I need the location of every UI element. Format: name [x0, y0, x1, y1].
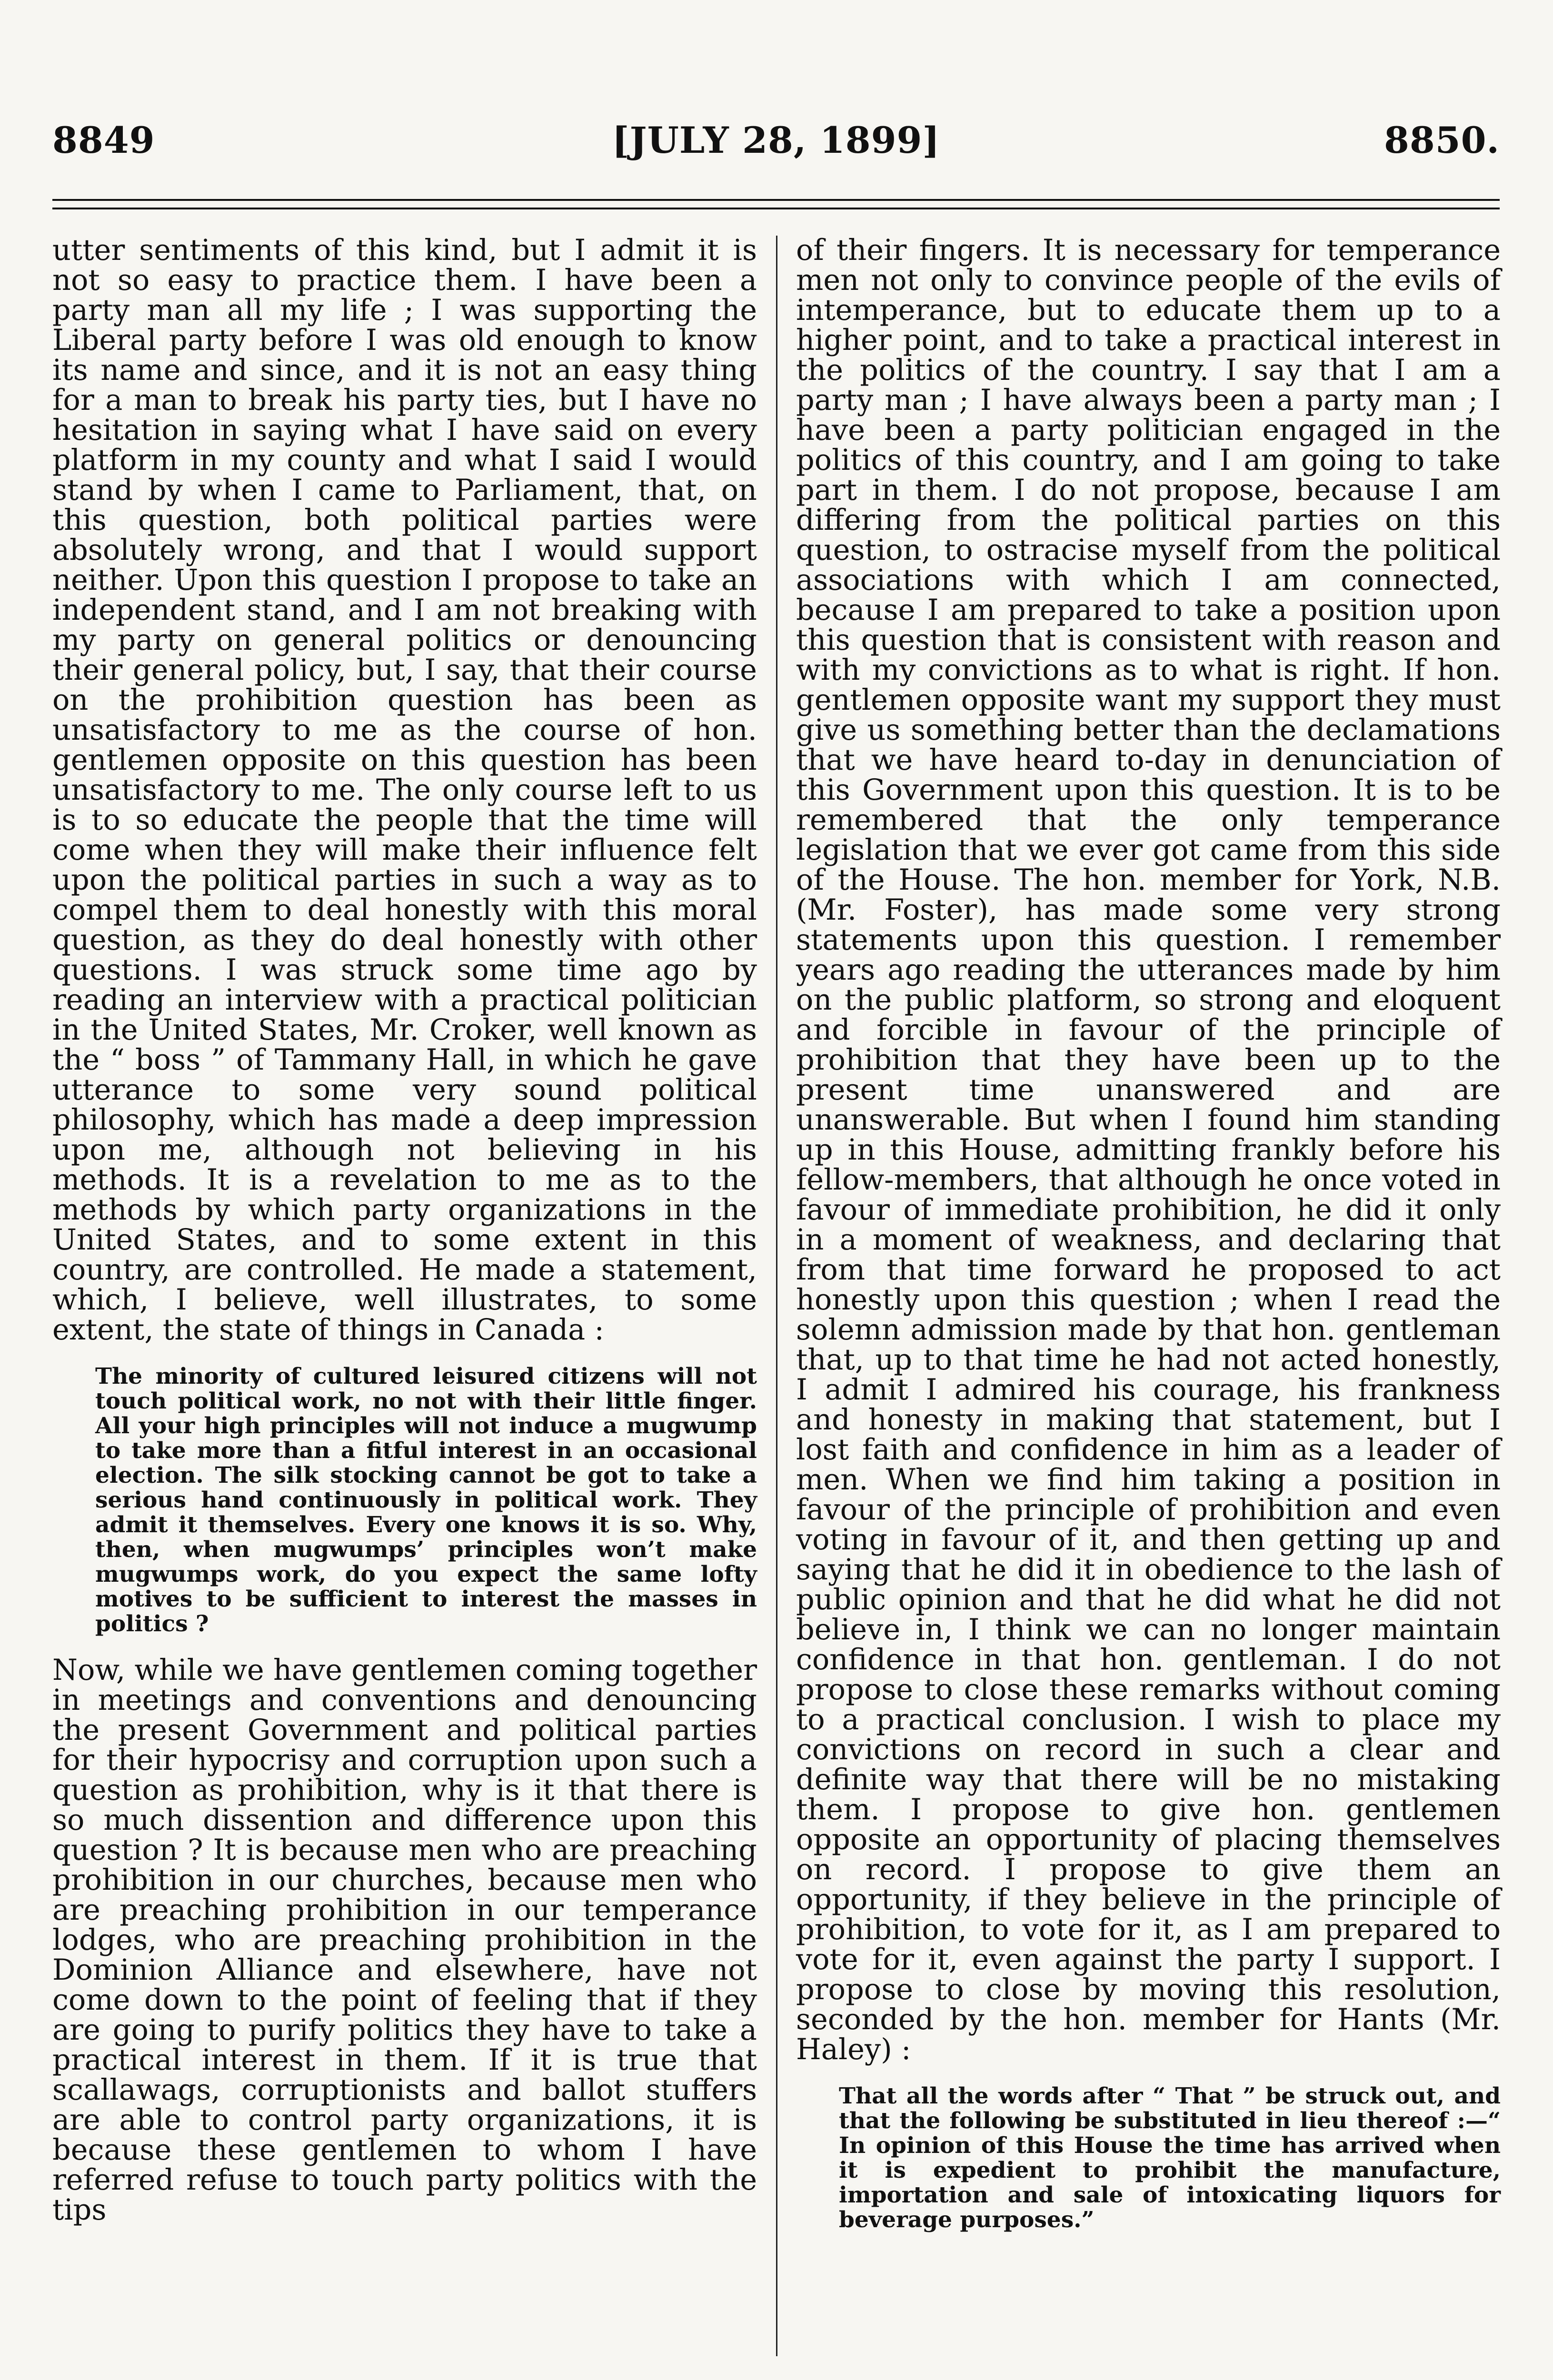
- column-divider: [776, 236, 777, 2356]
- header-date: [JULY 28, 1899]: [612, 119, 940, 161]
- header-rule-bottom: [52, 208, 1500, 209]
- right-page-number: 8850.: [1384, 119, 1500, 161]
- right-column: [796, 236, 1501, 2251]
- left-page-number: 8849: [52, 119, 155, 161]
- resolution-quote-text: That all the words after “ That ” be struck out, and that the following be substituted in lieu thereof :—“ In opinion of this House the time has arrived when it is expedient to prohibit the manufacture, importation and sale of intoxicating liquors for beverage purposes.”: [839, 2083, 1501, 2233]
- header-rule-top: [52, 199, 1500, 201]
- left-paragraph-2: Now, while we have gentlemen coming together in meetings and conventions and denouncing the present Government and political parties for their hypocrisy and corruption upon such a question as prohibition, why is it that there is so much dissention and difference upon this question ? It is because men who are preaching prohibition in our churches, because men who are preaching prohibition in our temperance lodges, who are preaching prohibition in the Dominion Alliance and elsewhere, have not come down to the point of feeling that if they are going to purify politics they have to take a practical interest in them. If it is true that scallawags, corruptionists and ballot stuffers are able to control party organizations, it is because these gentlemen to whom I have referred refuse to touch party politics with the tips: [52, 1654, 757, 2227]
- right-paragraph-1: of their fingers. It is necessary for temperance men not only to convince people of the evils of intemperance, but to educate them up to a higher point, and to take a practical interest in the politics of the country. I say that I am a party man ; I have always been a party man ; I have been a party politician engaged in the politics of this country, and I am going to take part in them. I do not propose, because I am differing from the political parties on this question, to ostracise myself from the political associations with which I am connected, because I am prepared to take a position upon this question that is consistent with reason and with my convictions as to what is right. If hon. gentlemen opposite want my support they must give us something better than the declamations that we have heard to-day in denunciation of this Government upon this question. It is to be remembered that the only temperance legislation that we ever got came from this side of the House. The hon. member for York, N.B. (Mr. Foster), has made some very strong statements upon this question. I remember years ago reading the utterances made by him on the public platform, so strong and eloquent and forcible in favour of the principle of prohibition that they have been up to the present time unanswered and are unanswerable. But when I found him standing up in this House, admitting frankly before his fellow-members, that although he once voted in favour of immediate prohibition, he did it only in a moment of weakness, and declaring that from that time forward he proposed to act honestly upon this question ; when I read the solemn admission made by that hon. gentleman that, up to that time he had not acted honestly, I admit I admired his courage, his frankness and honesty in making that statement, but I lost faith and confidence in him as a leader of men. When we find him taking a position in favour of the principle of prohibition and even voting in favour of it, and then getting up and saying that he did it in obedience to the lash of public opinion and that he did what he did not believe in, I think we can no longer maintain confidence in that hon. gentleman. I do not propose to close these remarks without coming to a practical conclusion. I wish to place my convictions on record in such a clear and definite way that there will be no mistaking them. I propose to give hon. gentlemen opposite an opportunity of placing themselves on record. I propose to give them an opportunity, if they believe in the principle of prohibition, to vote for it, as I am prepared to vote for it, even against the party I support. I propose to close by moving this resolution, seconded by the hon. member for Hants (Mr. Haley) :: [796, 234, 1501, 2066]
- resolution-quote: [796, 2084, 1501, 2232]
- page-header: [52, 119, 1500, 162]
- left-paragraph-1: utter sentiments of this kind, but I admit it is not so easy to practice them. I have been a party man all my life ; I was supporting the Liberal party before I was old enough to know its name and since, and it is not an easy thing for a man to break his party ties, but I have no hesitation in saying what I have said on every platform in my county and what I said I would stand by when I came to Parliament, that, on this question, both political parties were absolutely wrong, and that I would support neither. Upon this question I propose to take an independent stand, and I am not breaking with my party on general politics or denouncing their general policy, but, I say, that their course on the prohibition question has been as unsatisfactory to me as the course of hon. gentlemen opposite on this question has been unsatisfactory to me. The only course left to us is to so educate the people that the time will come when they will make their influence felt upon the political parties in such a way as to compel them to deal honestly with this moral question, as they do deal honestly with other questions. I was struck some time ago by reading an interview with a practical politician in the United States, Mr. Croker, well known as the “ boss ” of Tammany Hall, in which he gave utterance to some very sound political philosophy, which has made a deep impression upon me, although not believing in his methods. It is a revelation to me as to the methods by which party organizations in the United States, and to some extent in this country, are controlled. He made a statement, which, I believe, well illustrates, to some extent, the state of things in Canada :: [52, 234, 757, 1347]
- left-column: [52, 236, 757, 2225]
- croker-quote-text: The minority of cultured leisured citizens will not touch political work, no not with their little finger. All your high principles will not induce a mugwump to take more than a fitful interest in an occasional election. The silk stocking cannot be got to take a serious hand continuously in political work. They admit it themselves. Every one knows it is so. Why, then, when mugwumps’ principles won’t make mugwumps work, do you expect the same lofty motives to be sufficient to interest the masses in politics ?: [95, 1363, 757, 1637]
- croker-quote: [52, 1364, 757, 1636]
